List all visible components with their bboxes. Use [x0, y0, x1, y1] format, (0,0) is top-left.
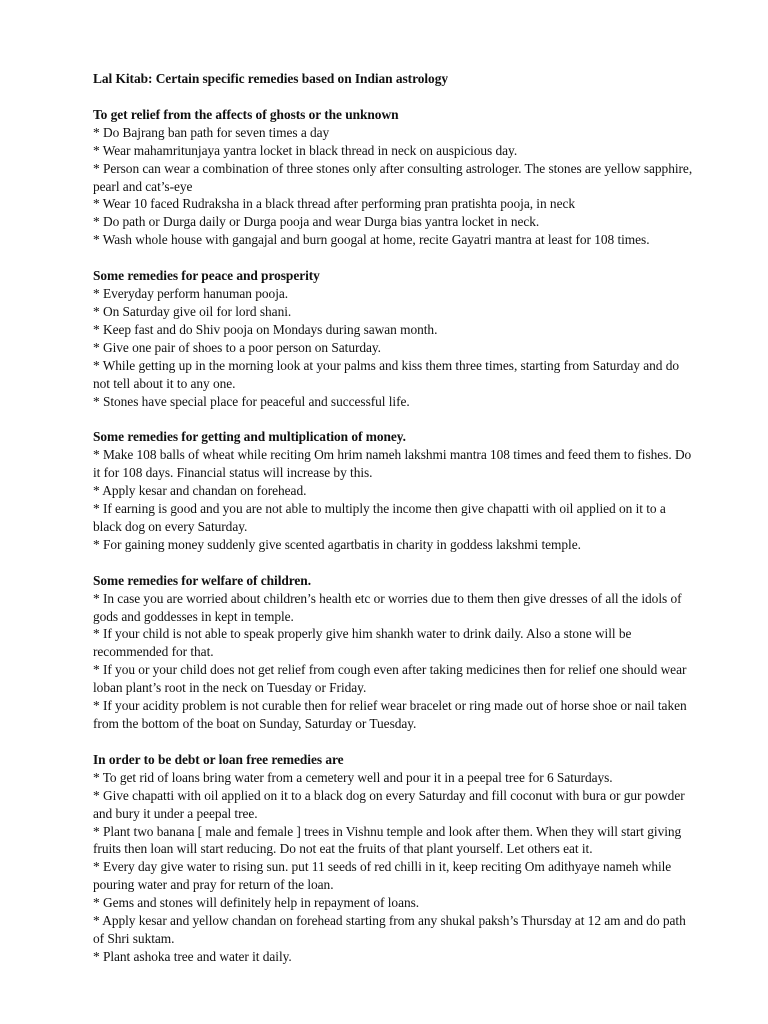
list-item: * Give chapatti with oil applied on it to a black dog on every Saturday and fill coconut with bura or gur powder and bury it under a peepal tree.	[93, 787, 685, 821]
list-item: * Keep fast and do Shiv pooja on Mondays during sawan month.	[93, 321, 438, 337]
list-item: * Give one pair of shoes to a poor person on Saturday.	[93, 339, 381, 355]
list-item: * Everyday perform hanuman pooja.	[93, 286, 289, 302]
list-item: * In case you are worried about children’s health etc or worries due to them then give dresses of all the idols of gods and goddesses in kept in temple.	[93, 590, 682, 624]
list-item: * Wear mahamritunjaya yantra locket in black thread in neck on auspicious day.	[93, 142, 518, 158]
document-page	[93, 70, 693, 984]
section-heading: To get relief from the affects of ghosts or the unknown	[93, 106, 399, 122]
section-money	[93, 428, 693, 553]
list-item: * Wash whole house with gangajal and burn googal at home, recite Gayatri mantra at least for 108 times.	[93, 232, 650, 248]
list-item: * Do path or Durga daily or Durga pooja and wear Durga bias yantra locket in neck.	[93, 214, 540, 230]
list-item: * If earning is good and you are not able to multiply the income then give chapatti with oil applied on it to a black dog on every Saturday.	[93, 501, 666, 534]
list-item: * While getting up in the morning look at your palms and kiss them three times, starting from Saturday and do not tell about it to any one.	[93, 357, 679, 391]
section-heading: Some remedies for peace and prosperity	[93, 268, 320, 284]
section-peace-prosperity	[93, 267, 693, 410]
document-title: Lal Kitab: Certain specific remedies based on Indian astrology	[93, 71, 448, 86]
list-item: * Stones have special place for peaceful and successful life.	[93, 393, 410, 409]
list-item: * If your acidity problem is not curable then for relief wear bracelet or ring made out of horse shoe or nail taken from the bottom of the boat on Sunday, Saturday or Tuesday.	[93, 698, 687, 731]
list-item: * Plant ashoka tree and water it daily.	[93, 948, 292, 964]
section-heading: Some remedies for getting and multiplication of money.	[93, 429, 406, 445]
section-debt-free	[93, 751, 693, 966]
list-item: * If you or your child does not get relief from cough even after taking medicines then for relief one should wear loban plant’s root in the neck on Tuesday or Friday.	[93, 662, 687, 696]
list-item: * Plant two banana [ male and female ] trees in Vishnu temple and look after them. When they will start giving fruits then loan will start reducing. Do not eat the fruits of that plant yourself. Let others eat it.	[93, 823, 682, 857]
list-item: * If your child is not able to speak properly give him shankh water to drink daily. Also a stone will be recommended for that.	[93, 626, 632, 660]
list-item: * For gaining money suddenly give scented agartbatis in charity in goddess lakshmi temple.	[93, 536, 581, 552]
section-ghosts	[93, 106, 693, 249]
list-item: * Person can wear a combination of three stones only after consulting astrologer. The stones are yellow sapphire, pearl and cat’s-eye	[93, 160, 693, 194]
list-item: * Gems and stones will definitely help in repayment of loans.	[93, 895, 420, 911]
list-item: * Wear 10 faced Rudraksha in a black thread after performing pran pratishta pooja, in neck	[93, 196, 575, 212]
list-item: * Make 108 balls of wheat while reciting Om hrim nameh lakshmi mantra 108 times and feed them to fishes. Do it for 108 days. Financial status will increase by this.	[93, 447, 692, 481]
list-item: * Do Bajrang ban path for seven times a day	[93, 124, 330, 140]
list-item: * To get rid of loans bring water from a cemetery well and pour it in a peepal tree for 6 Saturdays.	[93, 769, 613, 785]
section-children	[93, 572, 693, 733]
section-heading: In order to be debt or loan free remedies are	[93, 751, 344, 767]
section-heading: Some remedies for welfare of children.	[93, 572, 312, 588]
list-item: * Apply kesar and yellow chandan on forehead starting from any shukal paksh’s Thursday at 12 am and do path of Shri suktam.	[93, 913, 686, 946]
list-item: * On Saturday give oil for lord shani.	[93, 303, 292, 319]
list-item: * Every day give water to rising sun. put 11 seeds of red chilli in it, keep reciting Om adithyaye nameh while pouring water and pray for return of the loan.	[93, 859, 672, 893]
list-item: * Apply kesar and chandan on forehead.	[93, 483, 307, 499]
